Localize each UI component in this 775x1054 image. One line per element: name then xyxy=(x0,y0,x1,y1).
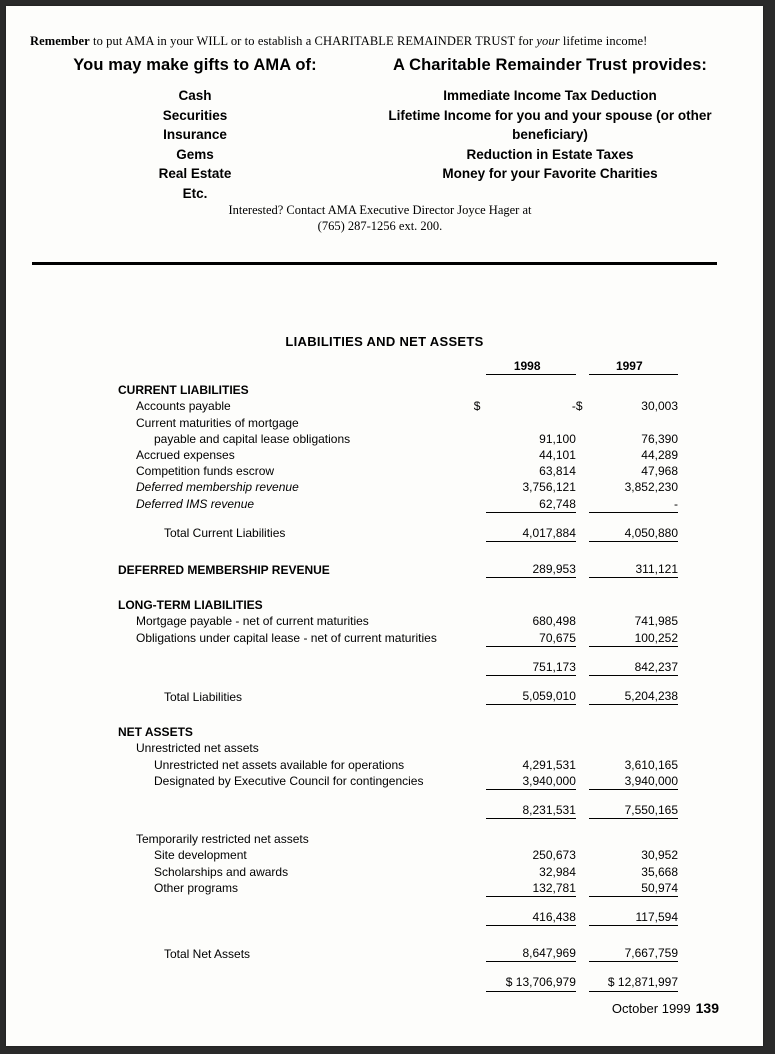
table-row xyxy=(118,463,678,479)
value-1997: 30,952 xyxy=(641,848,678,863)
trust-item: Reduction in Estate Taxes xyxy=(466,146,634,162)
current-liabilities-heading: CURRENT LIABILITIES xyxy=(118,383,249,398)
value-1997: 76,390 xyxy=(641,431,678,446)
value-1998: 289,953 xyxy=(486,561,575,578)
trust-item: Lifetime Income for you and your spouse (or other beneficiary) xyxy=(388,107,712,142)
table-row-subtotal xyxy=(118,909,678,926)
value-1998: 8,231,531 xyxy=(486,802,575,819)
value-1998: 132,781 xyxy=(486,880,575,897)
row-label-total-net-assets: Total Net Assets xyxy=(164,946,251,961)
value-1997: - xyxy=(589,496,678,513)
table-row-total xyxy=(118,945,678,962)
gift-item: Etc. xyxy=(182,185,208,201)
table-row xyxy=(118,431,678,447)
table-row-total xyxy=(118,525,678,542)
gift-item: Real Estate xyxy=(158,166,232,181)
value-1997: 842,237 xyxy=(589,659,678,676)
table-row xyxy=(118,479,678,495)
contact-block xyxy=(30,202,730,234)
column-header-1997: 1997 xyxy=(589,358,678,375)
remember-prefix: Remember xyxy=(30,34,90,48)
value-1997: 50,974 xyxy=(589,880,678,897)
row-label-unrestricted-ops: Unrestricted net assets available for operations xyxy=(154,757,405,772)
value-1998: 3,940,000 xyxy=(486,773,575,790)
value-1998: 4,017,884 xyxy=(486,525,575,542)
table-row-subtotal xyxy=(118,659,678,676)
table-row-subtotal xyxy=(118,802,678,819)
value-1997: 741,985 xyxy=(634,614,678,629)
table-row xyxy=(118,773,678,790)
row-label-accrued-expenses: Accrued expenses xyxy=(136,448,235,463)
value-1998: 62,748 xyxy=(486,496,575,513)
value-1998: - xyxy=(571,399,576,414)
footer-date: October 1999 xyxy=(611,1001,691,1016)
value-1998: 4,291,531 xyxy=(522,757,576,772)
value-1997: 7,667,759 xyxy=(589,945,678,962)
value-1997: 44,289 xyxy=(641,448,678,463)
row-label-unrestricted-head: Unrestricted net assets xyxy=(136,741,259,756)
row-label-scholarships: Scholarships and awards xyxy=(154,864,289,879)
gift-item: Insurance xyxy=(163,127,227,142)
table-row xyxy=(118,864,678,880)
long-term-liabilities-heading: LONG-TERM LIABILITIES xyxy=(118,598,263,613)
table-row xyxy=(118,847,678,863)
row-label-accounts-payable: Accounts payable xyxy=(136,399,231,414)
table-row xyxy=(118,382,678,398)
row-label-current-maturities-1: Current maturities of mortgage xyxy=(136,415,299,430)
value-1998: 8,647,969 xyxy=(486,945,575,962)
trust-column xyxy=(360,56,740,203)
row-label-total-liabilities: Total Liabilities xyxy=(164,689,243,704)
currency-symbol-1998: $ xyxy=(473,399,481,414)
table-row xyxy=(118,597,678,613)
table-row xyxy=(118,415,678,431)
row-label-total-current-liabilities: Total Current Liabilities xyxy=(164,526,286,541)
row-label-current-maturities-2: payable and capital lease obligations xyxy=(154,431,351,446)
row-label-capital-lease: Obligations under capital lease - net of current maturities xyxy=(136,631,437,646)
value-1998: 70,675 xyxy=(486,630,575,647)
value-1997: 3,610,165 xyxy=(624,757,678,772)
scanned-page xyxy=(6,6,763,1046)
value-1997: 30,003 xyxy=(641,399,678,414)
value-1997: 3,940,000 xyxy=(589,773,678,790)
row-label-site-development: Site development xyxy=(154,848,247,863)
value-1998: 32,984 xyxy=(539,864,576,879)
value-1997: 100,252 xyxy=(589,630,678,647)
table-row xyxy=(118,740,678,756)
value-1997: 7,550,165 xyxy=(589,802,678,819)
remember-italic: your xyxy=(536,34,560,48)
grand-total-1998: $ 13,706,979 xyxy=(486,974,575,991)
table-row xyxy=(118,880,678,897)
value-1997: 311,121 xyxy=(589,561,678,578)
page-footer xyxy=(612,1000,719,1016)
value-1997: 4,050,880 xyxy=(589,525,678,542)
trust-heading: A Charitable Remainder Trust provides: xyxy=(392,56,707,74)
statement-title: LIABILITIES AND NET ASSETS xyxy=(285,334,484,349)
gifts-column xyxy=(30,56,360,203)
table-row xyxy=(118,630,678,647)
value-1997: 47,968 xyxy=(641,464,678,479)
table-row xyxy=(118,757,678,773)
value-1997: 5,204,238 xyxy=(589,688,678,705)
contact-line-1: Interested? Contact AMA Executive Director Joyce Hager at xyxy=(228,203,532,217)
row-label-deferred-ims: Deferred IMS revenue xyxy=(136,497,255,512)
value-1998: 3,756,121 xyxy=(522,480,576,495)
row-label-deferred-membership-revenue: DEFERRED MEMBERSHIP REVENUE xyxy=(118,562,330,577)
remember-suffix: lifetime income! xyxy=(559,34,648,48)
remember-line xyxy=(30,34,730,49)
value-1998: 416,438 xyxy=(486,909,575,926)
value-1997: 117,594 xyxy=(589,909,678,926)
value-1998: 5,059,010 xyxy=(486,688,575,705)
table-row xyxy=(118,398,678,414)
row-label-mortgage-payable: Mortgage payable - net of current maturities xyxy=(136,614,369,629)
contact-line-2: (765) 287-1256 ext. 200. xyxy=(317,219,443,233)
row-label-temp-restricted-head: Temporarily restricted net assets xyxy=(136,832,309,847)
grand-total-1997: $ 12,871,997 xyxy=(589,974,678,991)
gift-item: Gems xyxy=(176,146,214,162)
net-assets-heading: NET ASSETS xyxy=(118,725,193,740)
remember-text: to put AMA in your WILL or to establish a CHARITABLE REMAINDER TRUST for xyxy=(89,34,537,48)
value-1997: 3,852,230 xyxy=(624,480,678,495)
table-row-total xyxy=(118,688,678,705)
promo-section xyxy=(6,6,763,256)
horizontal-rule xyxy=(32,262,717,265)
row-label-other-programs: Other programs xyxy=(154,881,239,896)
value-1997: 35,668 xyxy=(641,864,678,879)
table-row xyxy=(118,447,678,463)
footer-page-number: 139 xyxy=(695,1000,719,1016)
row-label-deferred-membership: Deferred membership revenue xyxy=(136,480,299,495)
table-row xyxy=(118,613,678,629)
value-1998: 44,101 xyxy=(539,448,576,463)
value-1998: 250,673 xyxy=(532,848,576,863)
promo-columns xyxy=(30,56,740,203)
value-1998: 91,100 xyxy=(539,431,576,446)
value-1998: 680,498 xyxy=(532,614,576,629)
gift-item: Cash xyxy=(178,88,212,103)
table-header-row xyxy=(118,358,678,375)
trust-item: Immediate Income Tax Deduction xyxy=(443,88,657,103)
column-header-1998: 1998 xyxy=(486,358,575,375)
row-label-competition-escrow: Competition funds escrow xyxy=(136,464,275,479)
liabilities-net-assets-table xyxy=(118,358,678,992)
table-row xyxy=(118,496,678,513)
table-row xyxy=(118,831,678,847)
gift-item: Securities xyxy=(162,107,228,123)
value-1998: 63,814 xyxy=(539,464,576,479)
row-label-designated: Designated by Executive Council for contingencies xyxy=(154,774,424,789)
gifts-heading: You may make gifts to AMA of: xyxy=(73,56,317,74)
table-row xyxy=(118,561,678,578)
table-row-grand-total xyxy=(118,974,678,991)
currency-symbol-1997: $ xyxy=(575,399,583,414)
table-row xyxy=(118,724,678,740)
value-1998: 751,173 xyxy=(486,659,575,676)
trust-item: Money for your Favorite Charities xyxy=(442,166,658,181)
